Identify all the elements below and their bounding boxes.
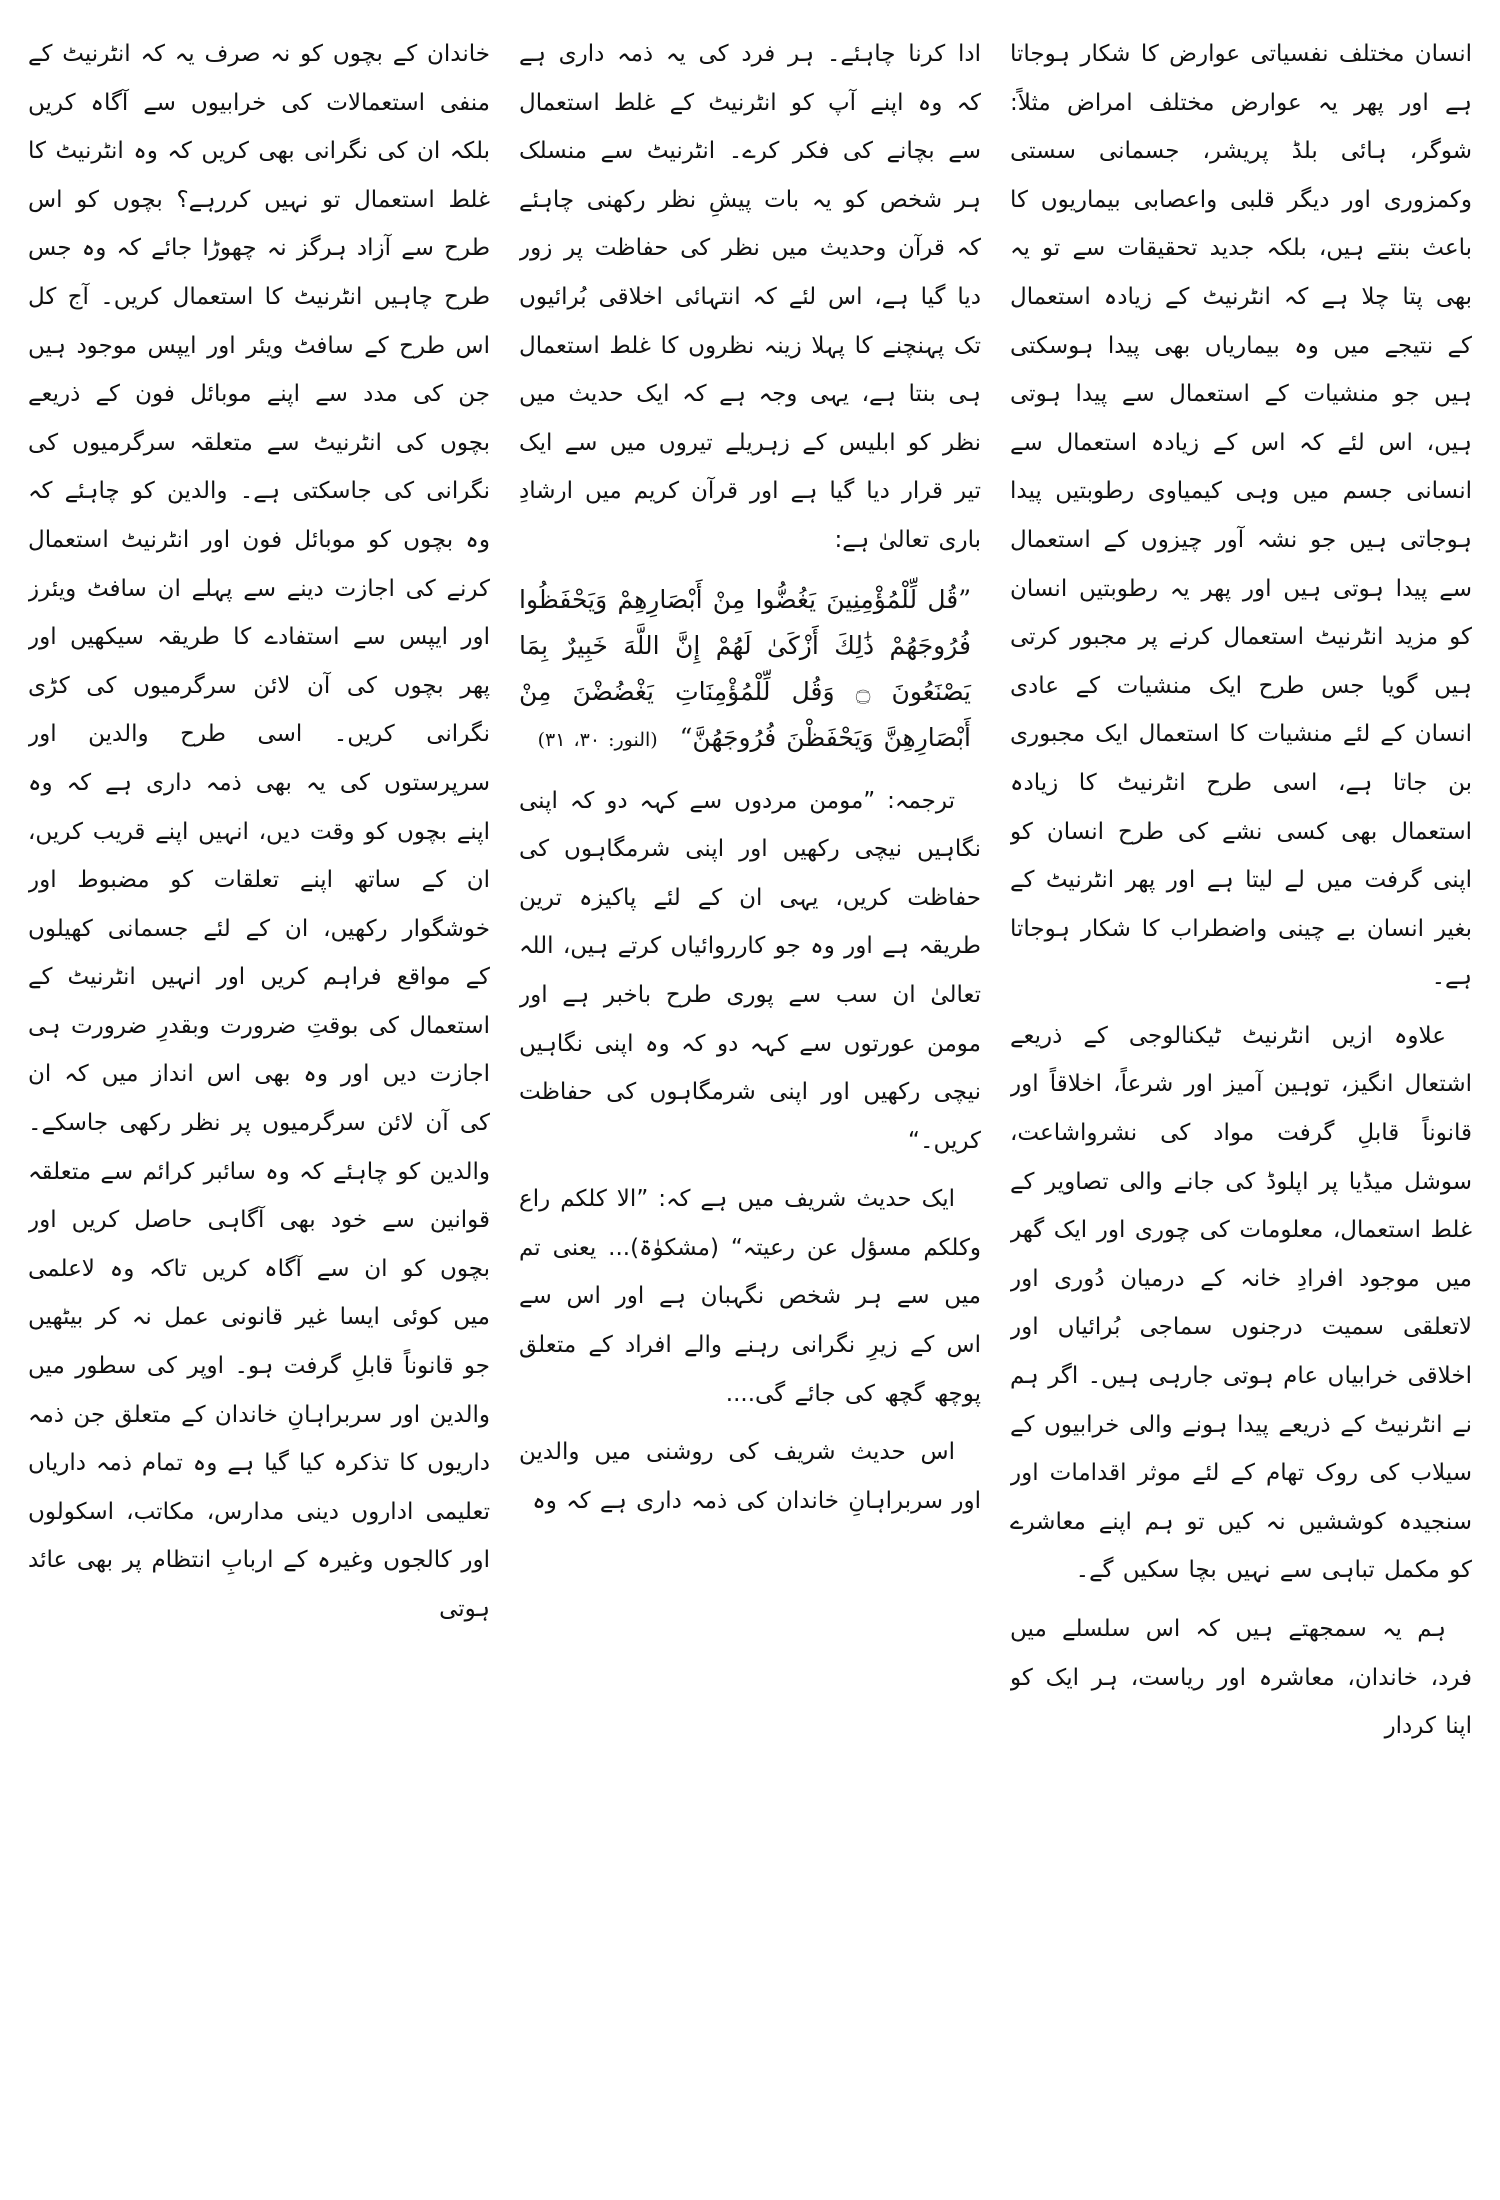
paragraph: انسان مختلف نفسیاتی عوارض کا شکار ہوجاتا ہے اور پھر یہ عوارض مختلف امراض مثلاً: شوگر، ہائی بلڈ پریشر، جسمانی سستی وکمزوری اور دیگر قلبی واعصابی بیماریوں کا باعث بنتے ہیں، بلکہ جدید تحقیقات سے تو یہ بھی پتا چلا ہے کہ انٹرنیٹ کے زیادہ استعمال کے نتیجے میں وہ بیماریاں بھی پیدا ہوسکتی ہیں جو منشیات کے استعمال سے پیدا ہوتی ہیں، اس لئے کہ اس کے زیادہ استعمال سے انسانی جسم میں وہی کیمیاوی رطوبتیں پیدا ہوجاتی ہیں جو نشہ آور چیزوں کے استعمال سے پیدا ہوتی ہیں اور پھر یہ رطوبتیں انسان کو مزید انٹرنیٹ استعمال کرنے پر مجبور کرتی ہیں گویا جس طرح ایک منشیات کے عادی انسان کے لئے منشیات کا استعمال ایک مجبوری بن جاتا ہے، اسی طرح انٹرنیٹ کا زیادہ استعمال بھی کسی نشے کی طرح انسان کو اپنی گرفت میں لے لیتا ہے اور پھر انٹرنیٹ کے بغیر انسان بے چینی واضطراب کا شکار ہوجاتا ہے۔ [1010,41,1472,991]
column-left [28,30,490,2180]
article-page [28,30,1472,2180]
paragraph: ادا کرنا چاہئے۔ ہر فرد کی یہ ذمہ داری ہے کہ وہ اپنے آپ کو انٹرنیٹ کے غلط استعمال سے بچانے کی فکر کرے۔ انٹرنیٹ سے منسلک ہر شخص کو یہ بات پیشِ نظر رکھنی چاہئے کہ قرآن وحدیث میں نظر کی حفاظت پر زور دیا گیا ہے، اس لئے کہ انتہائی اخلاقی بُرائیوں تک پہنچنے کا پہلا زینہ نظروں کا غلط استعمال ہی بنتا ہے، یہی وجہ ہے کہ ایک حدیث میں نظر کو ابلیس کے زہریلے تیروں میں سے ایک تیر قرار دیا گیا ہے اور قرآن کریم میں ارشادِ باری تعالیٰ ہے: [519,41,981,553]
paragraph: اس حدیث شریف کی روشنی میں والدین اور سربراہانِ خاندان کی ذمہ داری ہے کہ وہ [519,1439,981,1514]
verse-reference: (النور: ۳۰، ۳۱) [537,728,658,751]
paragraph: علاوہ ازیں انٹرنیٹ ٹیکنالوجی کے ذریعے اشتعال انگیز، توہین آمیز اور شرعاً، اخلاقاً اور قانوناً قابلِ گرفت مواد کی نشرواشاعت، سوشل میڈیا پر اپلوڈ کی جانے والی تصاویر کے غلط استعمال، معلومات کی چوری اور ایک گھر میں موجود افرادِ خانہ کے درمیان دُوری اور لاتعلقی سمیت درجنوں سماجی بُرائیاں اور اخلاقی خرابیاں عام ہوتی جارہی ہیں۔ اگر ہم نے انٹرنیٹ کے ذریعے پیدا ہونے والی خرابیوں کے سیلاب کی روک تھام کے لئے موثر اقدامات اور سنجیدہ کوششیں نہ کیں تو ہم اپنے معاشرے کو مکمل تباہی سے نہیں بچا سکیں گے۔ [1010,1022,1472,1584]
verse-text: ”قُل لِّلْمُؤْمِنِينَ يَغُضُّوا مِنْ أَبْصَارِهِمْ وَيَحْفَظُوا فُرُوجَهُمْ ذَٰلِكَ أَزْكَىٰ لَهُمْ إِنَّ اللَّهَ خَبِيرٌ بِمَا يَصْنَعُونَ ۝ وَقُل لِّلْمُؤْمِنَاتِ يَغْضُضْنَ مِنْ أَبْصَارِهِنَّ وَيَحْفَظْنَ فُرُوجَهُنَّ“ [519,584,971,752]
column-right [1010,30,1472,2180]
quran-verse [519,577,981,763]
paragraph: ہم یہ سمجھتے ہیں کہ اس سلسلے میں فرد، خاندان، معاشرہ اور ریاست، ہر ایک کو اپنا کردار [1010,1616,1472,1740]
paragraph: خاندان کے بچوں کو نہ صرف یہ کہ انٹرنیٹ کے منفی استعمالات کی خرابیوں سے آگاہ کریں بلکہ ان کی نگرانی بھی کریں کہ وہ انٹرنیٹ کا غلط استعمال تو نہیں کررہے؟ بچوں کو اس طرح سے آزاد ہرگز نہ چھوڑا جائے کہ وہ جس طرح چاہیں انٹرنیٹ کا استعمال کریں۔ آج کل اس طرح کے سافٹ ویئر اور ایپس موجود ہیں جن کی مدد سے اپنے موبائل فون کے ذریعے بچوں کی انٹرنیٹ سے متعلقہ سرگرمیوں کی نگرانی کی جاسکتی ہے۔ والدین کو چاہئے کہ وہ بچوں کو موبائل فون اور انٹرنیٹ استعمال کرنے کی اجازت دینے سے پہلے ان سافٹ ویئرز اور ایپس سے استفادے کا طریقہ سیکھیں اور پھر بچوں کی آن لائن سرگرمیوں کی کڑی نگرانی کریں۔ اسی طرح والدین اور سرپرستوں کی یہ بھی ذمہ داری ہے کہ وہ اپنے بچوں کو وقت دیں، انہیں اپنے قریب کریں، ان کے ساتھ اپنے تعلقات کو مضبوط اور خوشگوار رکھیں، ان کے لئے جسمانی کھیلوں کے مواقع فراہم کریں اور انہیں انٹرنیٹ کے استعمال کی بوقتِ ضرورت وبقدرِ ضرورت ہی اجازت دیں اور وہ بھی اس انداز میں کہ ان کی آن لائن سرگرمیوں پر نظر رکھی جاسکے۔ والدین کو چاہئے کہ وہ سائبر کرائم سے متعلقہ قوانین سے خود بھی آگاہی حاصل کریں اور بچوں کو ان سے آگاہ کریں تاکہ وہ لاعلمی میں کوئی ایسا غیر قانونی عمل نہ کر بیٹھیں جو قانوناً قابلِ گرفت ہو۔ اوپر کی سطور میں والدین اور سربراہانِ خاندان کے متعلق جن ذمہ داریوں کا تذکرہ کیا گیا ہے وہ تمام ذمہ داریاں تعلیمی اداروں دینی مدارس، مکاتب، اسکولوں اور کالجوں وغیرہ کے اربابِ انتظام پر بھی عائد ہوتی [28,41,490,1622]
hadith-paragraph: ایک حدیث شریف میں ہے کہ: ”الا کلکم راع وکلکم مسؤل عن رعیتہ“ (مشکوٰۃ)... یعنی تم میں سے ہر شخص نگہبان ہے اور اس سے اس کے زیرِ نگرانی رہنے والے افراد کے متعلق پوچھ گچھ کی جائے گی.... [519,1186,981,1407]
translation-paragraph: ترجمہ: ”مومن مردوں سے کہہ دو کہ اپنی نگاہیں نیچی رکھیں اور اپنی شرمگاہوں کی حفاظت کریں، یہی ان کے لئے پاکیزہ ترین طریقہ ہے اور وہ جو کارروائیاں کرتے ہیں، اللہ تعالیٰ ان سب سے پوری طرح باخبر ہے اور مومن عورتوں سے کہہ دو کہ وہ اپنی نگاہیں نیچی رکھیں اور اپنی شرمگاہوں کی حفاظت کریں۔“ [519,787,981,1154]
column-middle [519,30,981,2180]
